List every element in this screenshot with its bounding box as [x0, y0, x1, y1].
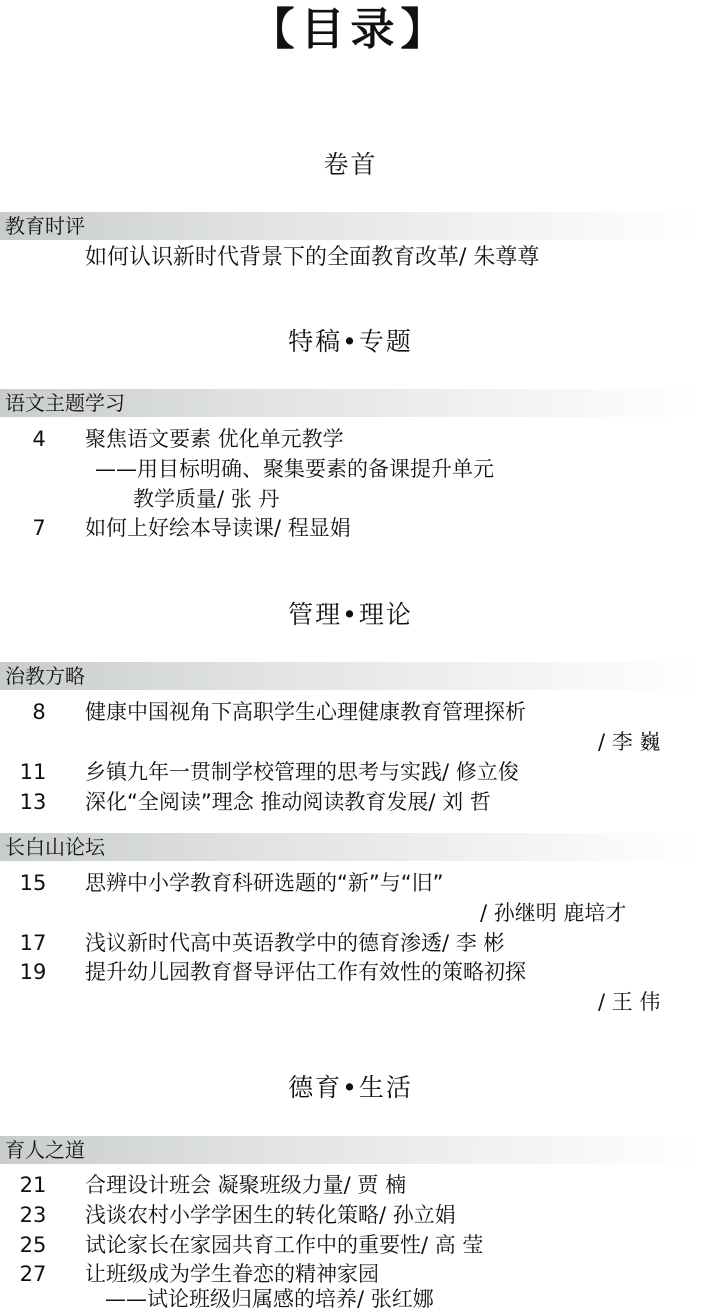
category-bar-changbaishan: 长白山论坛: [0, 833, 701, 861]
toc-entry-title[interactable]: 试论家长在家园共育工作中的重要性/ 高 莹: [85, 1233, 484, 1257]
toc-entry-title[interactable]: 如何上好绘本导读课/ 程显娟: [85, 516, 351, 540]
section-heading-deyu: 德育•生活: [288, 1073, 413, 1102]
toc-entry-title[interactable]: 健康中国视角下高职学生心理健康教育管理探析: [85, 700, 526, 724]
toc-page-number: 11: [19, 760, 47, 784]
toc-page-number: 13: [19, 790, 47, 814]
toc-entry-subtitle: ——试论班级归属感的培养/ 张红娜: [105, 1287, 434, 1311]
toc-entry-title[interactable]: 如何认识新时代背景下的全面教育改革/ 朱尊尊: [85, 245, 540, 270]
toc-page-number: 8: [32, 700, 46, 724]
toc-page-number: 7: [32, 516, 46, 540]
toc-entry-title[interactable]: 思辨中小学教育科研选题的“新”与“旧”: [85, 871, 444, 895]
toc-page-number: 27: [19, 1262, 47, 1286]
toc-entry-author: / 王 伟: [598, 990, 661, 1014]
toc-entry-author: / 孙继明 鹿培才: [480, 901, 627, 925]
toc-entry-title[interactable]: 浅谈农村小学学困生的转化策略/ 孙立娟: [85, 1203, 456, 1227]
toc-entry-title[interactable]: 提升幼儿园教育督导评估工作有效性的策略初探: [85, 960, 526, 984]
toc-entry-title[interactable]: 深化“全阅读”理念 推动阅读教育发展/ 刘 哲: [85, 790, 491, 814]
section-heading-juanshou: 卷首: [323, 150, 378, 179]
category-bar-yuren: 育人之道: [0, 1136, 701, 1164]
toc-entry-title[interactable]: 乡镇九年一贯制学校管理的思考与实践/ 修立俊: [85, 760, 519, 784]
toc-entry-title[interactable]: 让班级成为学生眷恋的精神家园: [85, 1262, 379, 1286]
toc-page-number: 25: [19, 1233, 47, 1257]
toc-page-number: 21: [19, 1173, 47, 1197]
section-heading-tegao: 特稿•专题: [288, 327, 413, 356]
toc-page-number: 23: [19, 1203, 47, 1227]
toc-page-number: 17: [19, 931, 47, 955]
toc-entry-title[interactable]: 浅议新时代高中英语教学中的德育渗透/ 李 彬: [85, 931, 505, 955]
toc-page-number: 15: [19, 871, 47, 895]
category-bar-yuwen: 语文主题学习: [0, 389, 701, 417]
toc-entry-author: / 李 巍: [598, 730, 661, 754]
toc-page-number: 4: [32, 427, 46, 451]
page-title: 【目录】: [250, 4, 451, 55]
toc-page-number: 19: [19, 960, 47, 984]
toc-entry-subtitle: ——用目标明确、聚集要素的备课提升单元: [95, 457, 494, 481]
toc-entry-title[interactable]: 聚焦语文要素 优化单元教学: [85, 427, 344, 451]
category-bar-zhijiao: 治教方略: [0, 662, 701, 690]
toc-entry-title[interactable]: 合理设计班会 凝聚班级力量/ 贾 楠: [85, 1173, 407, 1197]
category-bar-jiaoyu-shiping: 教育时评: [0, 212, 701, 240]
section-heading-guanli: 管理•理论: [288, 600, 413, 629]
toc-entry-subtitle: 教学质量/ 张 丹: [133, 487, 280, 511]
